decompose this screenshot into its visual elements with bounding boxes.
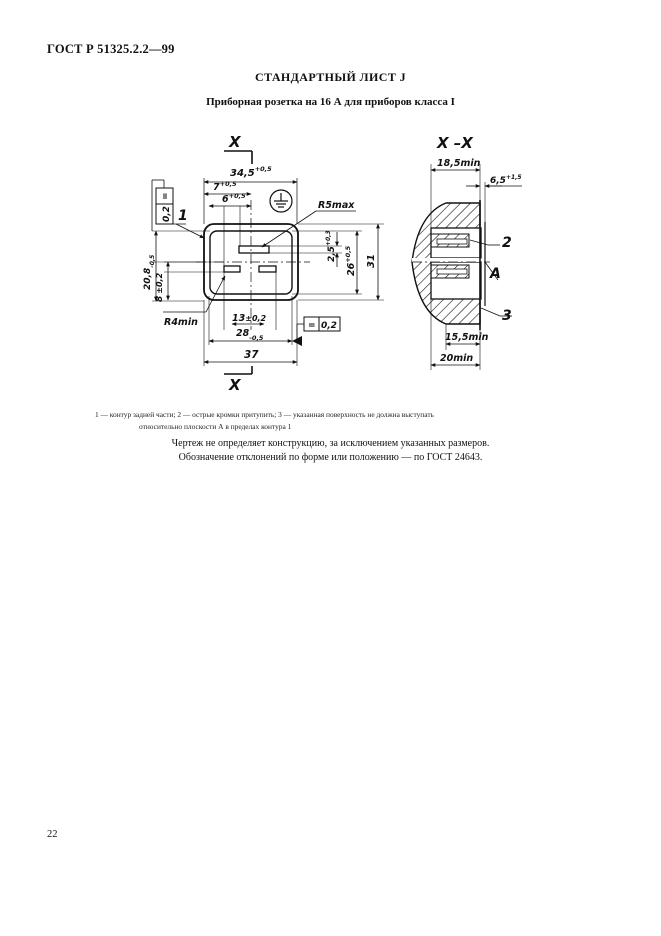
svg-text:=: = bbox=[308, 321, 316, 331]
dim-37: 37 bbox=[244, 349, 259, 361]
sheet-subtitle: Приборная розетка на 16 А для приборов класса I bbox=[206, 96, 455, 108]
dim-2-5: $2,5^{+0,3}$ bbox=[325, 230, 337, 262]
section-mark-top: X bbox=[229, 133, 241, 151]
dim-8: 8±0,2 bbox=[155, 272, 165, 302]
callout-1: 1 bbox=[178, 208, 188, 224]
callout-2: 2 bbox=[502, 235, 512, 251]
dim-13: 13±0,2 bbox=[232, 313, 267, 324]
legend bbox=[95, 409, 575, 433]
dim-6: $6^{+0,5}$ bbox=[222, 192, 246, 205]
svg-text:=: = bbox=[161, 192, 171, 200]
document-header: ГОСТ Р 51325.2.2—99 bbox=[47, 42, 175, 56]
dim-r4min: R4min bbox=[164, 317, 198, 328]
page-number: 22 bbox=[47, 829, 58, 840]
dim-28: $28_{-0,5}$ bbox=[236, 328, 264, 342]
section-mark-bottom: X bbox=[229, 376, 241, 390]
note-line-2: Обозначение отклонений по форме или положению — по ГОСТ 24643. bbox=[178, 452, 483, 463]
dim-r5max: R5max bbox=[318, 200, 355, 211]
legend-line-1: 1 — контур задней части; 2 — острые кромки притупить; 3 — указанная поверхность не должна выступать bbox=[95, 410, 434, 419]
dim-6-5: $6,5^{+1,5}$ bbox=[490, 174, 522, 186]
dim-18-5: 18,5min bbox=[437, 158, 481, 169]
svg-text:0,2: 0,2 bbox=[162, 206, 172, 222]
front-view bbox=[143, 133, 384, 390]
note-line-1: Чертеж не определяет конструкцию, за исключением указанных размеров. bbox=[171, 438, 490, 449]
dim-20-8: $20,8_{-0,5}$ bbox=[143, 254, 156, 290]
dim-7: $7^{+0,5}$ bbox=[213, 180, 237, 193]
callout-3: 3 bbox=[502, 308, 512, 324]
dim-15-5: 15,5min bbox=[445, 332, 489, 343]
callout-a: A bbox=[490, 266, 501, 282]
dim-20: 20min bbox=[440, 353, 474, 364]
legend-line-2: относительно плоскости А в пределах контура 1 bbox=[139, 422, 292, 431]
dim-34-5: $34,5^{+0,5}$ bbox=[230, 165, 272, 179]
section-view bbox=[412, 134, 522, 370]
svg-text:0,2: 0,2 bbox=[321, 321, 337, 331]
tolerance-frame-bottom bbox=[292, 317, 340, 346]
technical-drawing bbox=[0, 120, 661, 390]
dim-31: 31 bbox=[366, 254, 377, 268]
sheet-title: СТАНДАРТНЫЙ ЛИСТ J bbox=[254, 70, 407, 84]
dim-26: $26^{+0,5}$ bbox=[344, 245, 357, 276]
notes bbox=[0, 437, 661, 465]
tolerance-frame-left bbox=[152, 180, 173, 231]
section-title: X –X bbox=[437, 134, 473, 152]
